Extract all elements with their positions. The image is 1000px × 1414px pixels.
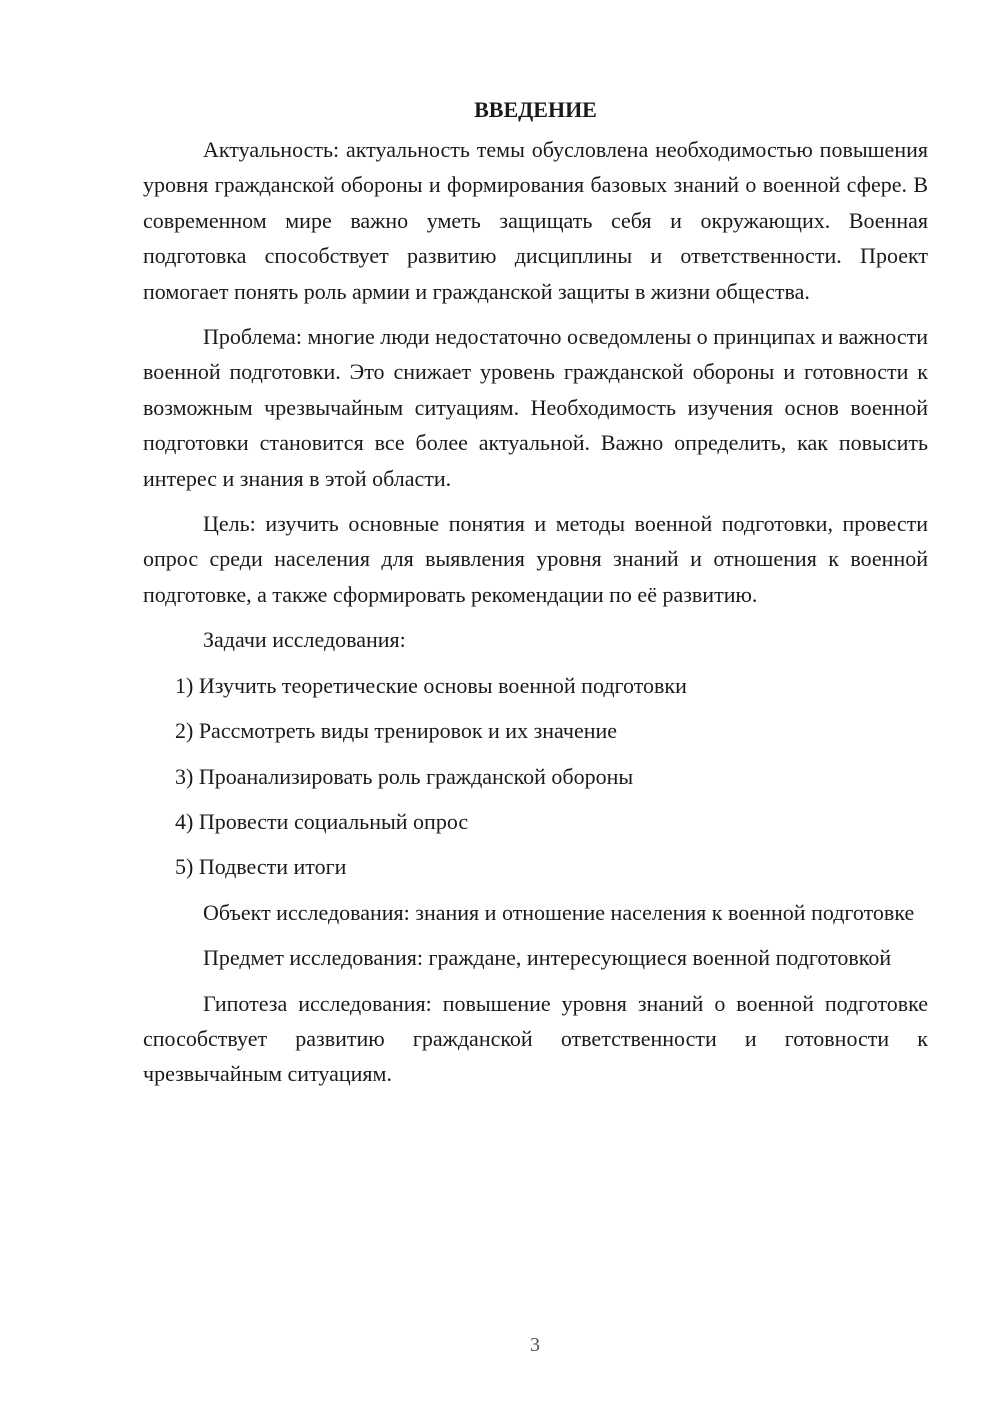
document-page [143, 92, 928, 1102]
page-number: 3 [530, 1334, 540, 1356]
paragraph-object: Объект исследования: знания и отношение населения к военной подготовке [203, 899, 915, 925]
tasks-title: Задачи исследования: [203, 627, 406, 653]
paragraph-relevance: Актуальность: актуальность темы обусловлена необходимостью повышения уровня гражданской обороны и формирования базовых знаний о военной сфере. В современном мире важно уметь защищать себя и окружающих. Военная подготовка способствует развитию дисциплины и ответственности. Проект помогает понять роль армии и гражданской защиты в жизни общества. [143, 137, 928, 304]
paragraph-goal: Цель: изучить основные понятия и методы военной подготовки, провести опрос среди населения для выявления уровня знаний и отношения к военной подготовке, а также сформировать рекомендации по её развитию. [143, 511, 928, 607]
list-item: 5) Подвести итоги [175, 854, 347, 880]
paragraph-hypothesis: Гипотеза исследования: повышение уровня знаний о военной подготовке способствует развитию гражданской ответственности и готовности к чрезвычайным ситуациям. [143, 990, 928, 1087]
paragraph-problem: Проблема: многие люди недостаточно осведомлены о принципах и важности военной подготовки. Это снижает уровень гражданской обороны и готовности к возможным чрезвычайным ситуациям. Необходимость изучения основ военной подготовки становится все более актуальной. Важно определить, как повысить интерес и знания в этой области. [143, 324, 928, 491]
list-item: 2) Рассмотреть виды тренировок и их значение [175, 718, 618, 744]
list-item: 1) Изучить теоретические основы военной подготовки [175, 672, 687, 698]
list-item: 3) Проанализировать роль гражданской обороны [175, 763, 634, 789]
list-item: 4) Провести социальный опрос [175, 808, 469, 834]
paragraph-subject: Предмет исследования: граждане, интересующиеся военной подготовкой [203, 945, 892, 971]
page-title: ВВЕДЕНИЕ [474, 97, 597, 122]
task-list [143, 668, 928, 885]
